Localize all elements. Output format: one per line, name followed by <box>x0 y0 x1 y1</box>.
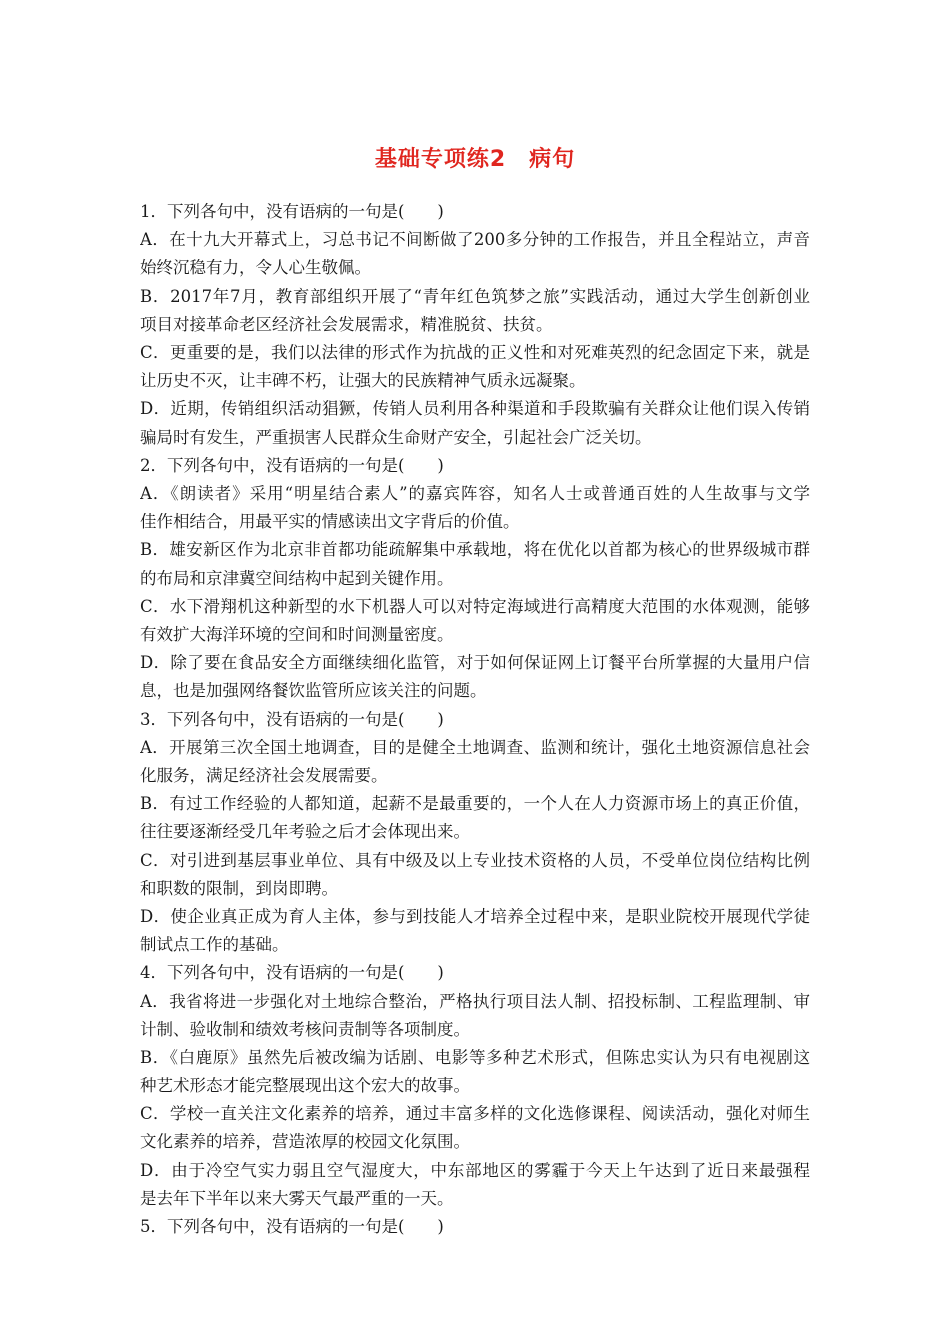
option-B <box>140 790 810 846</box>
option-B <box>140 283 810 339</box>
question-2 <box>140 452 810 706</box>
option-line: A．在十九大开幕式上，习总书记不间断做了200多分钟的工作报告，并且全程站立，声音 <box>140 230 810 250</box>
option-line: 佳作相结合，用最平实的情感读出文字背后的价值。 <box>140 512 520 532</box>
option-D <box>140 395 810 451</box>
option-line: 项目对接革命老区经济社会发展需求，精准脱贫、扶贫。 <box>140 314 553 334</box>
option-line: 让历史不灭，让丰碑不朽，让强大的民族精神气质永远凝聚。 <box>140 371 586 391</box>
option-line: 文化素养的培养，营造浓厚的校园文化氛围。 <box>140 1132 470 1152</box>
question-stem: 5．下列各句中，没有语病的一句是( ) <box>140 1217 444 1237</box>
option-line: 种艺术形态才能完整展现出这个宏大的故事。 <box>140 1076 470 1096</box>
option-line: D．近期，传销组织活动猖獗，传销人员利用各种渠道和手段欺骗有关群众让他们误入传销 <box>140 399 810 419</box>
option-line: 骗局时有发生，严重损害人民群众生命财产安全，引起社会广泛关切。 <box>140 427 652 447</box>
option-D <box>140 903 810 959</box>
question-stem: 2．下列各句中，没有语病的一句是( ) <box>140 455 444 475</box>
option-line: B．2017年7月，教育部组织开展了“青年红色筑梦之旅”实践活动，通过大学生创新创业 <box>140 286 810 306</box>
option-A <box>140 734 810 790</box>
option-B <box>140 536 810 592</box>
option-line: A．《朗读者》采用“明星结合素人”的嘉宾阵容，知名人士或普通百姓的人生故事与文学 <box>140 483 810 503</box>
option-C <box>140 847 810 903</box>
option-line: 有效扩大海洋环境的空间和时间测量密度。 <box>140 624 454 644</box>
option-line: A．开展第三次全国土地调查，目的是健全土地调查、监测和统计，强化土地资源信息社会 <box>140 737 810 757</box>
option-line: B．有过工作经验的人都知道，起薪不是最重要的，一个人在人力资源市场上的真正价值， <box>140 794 810 814</box>
option-line: C．学校一直关注文化素养的培养，通过丰富多样的文化选修课程、阅读活动，强化对师生 <box>140 1104 810 1124</box>
option-line: C．更重要的是，我们以法律的形式作为抗战的正义性和对死难英烈的纪念固定下来，就是 <box>140 342 810 362</box>
option-line: 的布局和京津冀空间结构中起到关键作用。 <box>140 568 454 588</box>
option-B <box>140 1044 810 1100</box>
page-title: 基础专项练2 病句 <box>374 147 576 172</box>
option-line: C．水下滑翔机这种新型的水下机器人可以对特定海域进行高精度大范围的水体观测，能够 <box>140 596 810 616</box>
question-1 <box>140 198 810 452</box>
option-A <box>140 226 810 282</box>
option-A <box>140 988 810 1044</box>
option-A <box>140 480 810 536</box>
option-line: 息，也是加强网络餐饮监管所应该关注的问题。 <box>140 681 487 701</box>
option-line: A．我省将进一步强化对土地综合整治，严格执行项目法人制、招投标制、工程监理制、审 <box>140 991 810 1011</box>
option-line: 始终沉稳有力，令人心生敬佩。 <box>140 258 371 278</box>
question-3 <box>140 706 810 960</box>
option-line: D．由于冷空气实力弱且空气湿度大，中东部地区的雾霾于今天上午达到了近日来最强程 <box>140 1160 810 1180</box>
option-D <box>140 649 810 705</box>
question-list <box>140 198 810 1241</box>
question-stem: 4．下列各句中，没有语病的一句是( ) <box>140 963 444 983</box>
option-line: 往往要逐渐经受几年考验之后才会体现出来。 <box>140 822 470 842</box>
option-C <box>140 593 810 649</box>
question-5 <box>140 1213 810 1241</box>
option-line: 化服务，满足经济社会发展需要。 <box>140 765 388 785</box>
option-line: 制试点工作的基础。 <box>140 935 289 955</box>
option-line: C．对引进到基层事业单位、具有中级及以上专业技术资格的人员，不受单位岗位结构比例 <box>140 850 810 870</box>
option-line: D．使企业真正成为育人主体，参与到技能人才培养全过程中来，是职业院校开展现代学徒 <box>140 906 810 926</box>
option-C <box>140 339 810 395</box>
option-line: 计制、验收制和绩效考核问责制等各项制度。 <box>140 1019 470 1039</box>
question-4 <box>140 959 810 1213</box>
option-line: B．雄安新区作为北京非首都功能疏解集中承载地，将在优化以首都为核心的世界级城市群 <box>140 540 810 560</box>
question-stem: 3．下列各句中，没有语病的一句是( ) <box>140 709 444 729</box>
question-stem: 1．下列各句中，没有语病的一句是( ) <box>140 202 444 221</box>
option-line: B．《白鹿原》虽然先后被改编为话剧、电影等多种艺术形式，但陈忠实认为只有电视剧这 <box>140 1047 810 1067</box>
option-line: 是去年下半年以来大雾天气最严重的一天。 <box>140 1188 454 1208</box>
option-D <box>140 1157 810 1213</box>
option-C <box>140 1100 810 1156</box>
option-line: D．除了要在食品安全方面继续细化监管，对于如何保证网上订餐平台所掌握的大量用户信 <box>140 653 810 673</box>
option-line: 和职数的限制，到岗即聘。 <box>140 878 338 898</box>
